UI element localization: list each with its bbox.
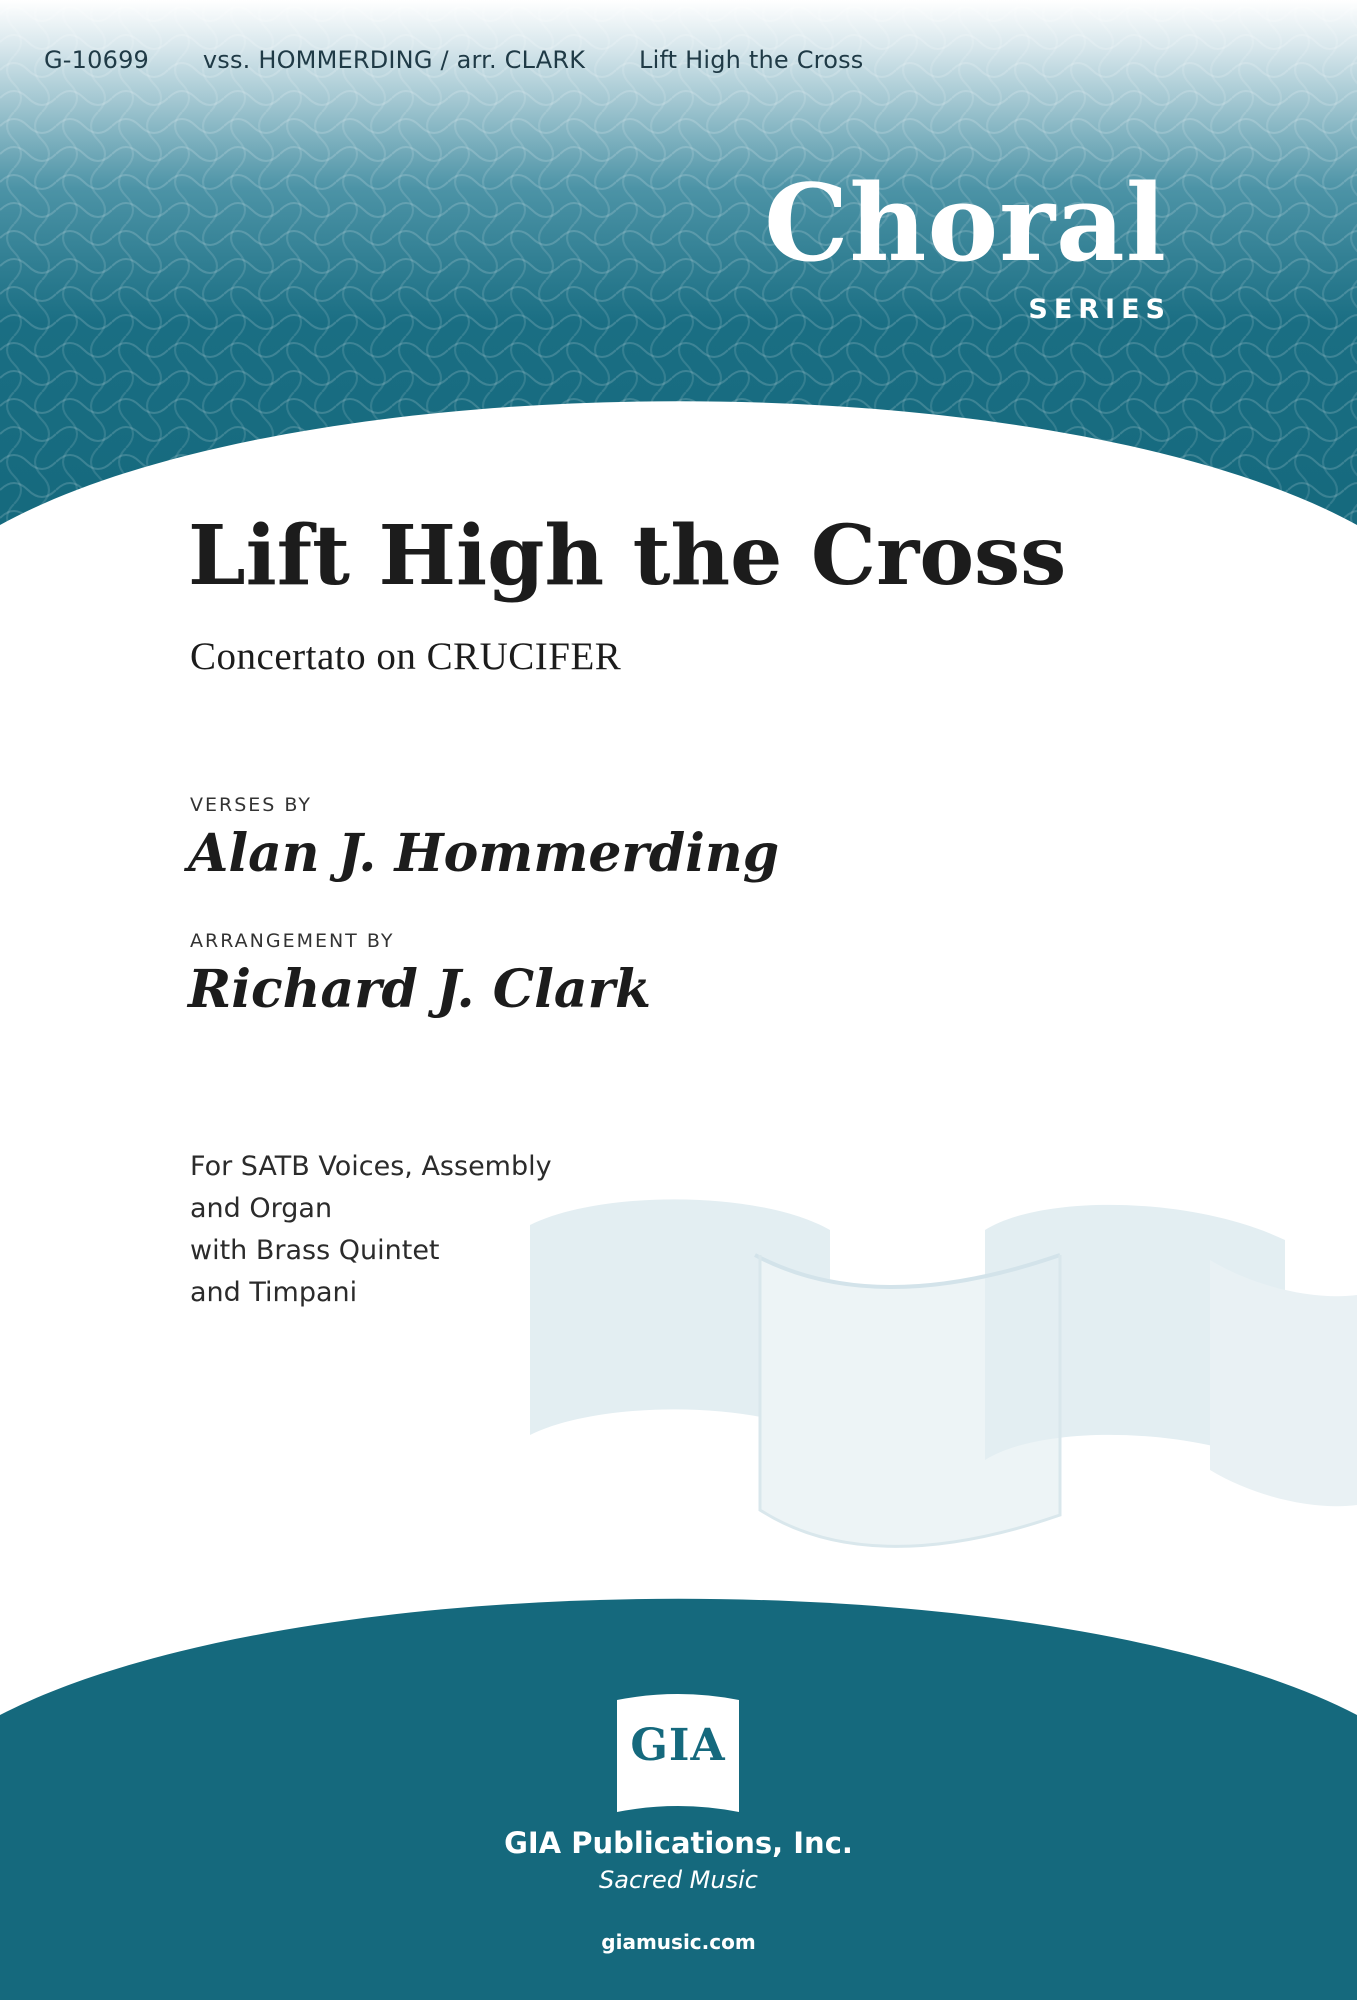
header-bar (44, 46, 910, 74)
series-label: SERIES (1028, 294, 1171, 325)
scoring-line: and Organ (190, 1193, 333, 1224)
arranger: Richard J. Clark (188, 959, 652, 1020)
catalog-number: G-10699 (44, 46, 150, 74)
publisher-name: GIA Publications, Inc. (504, 1826, 853, 1860)
series-name: Choral (764, 160, 1167, 285)
gia-logo-text: GIA (630, 1720, 726, 1771)
scoring-line: For SATB Voices, Assembly (190, 1151, 552, 1182)
work-subtitle: Concertato on CRUCIFER (190, 635, 622, 678)
scoring-block (190, 1146, 552, 1314)
work-title: Lift High the Cross (188, 508, 1067, 604)
publisher-website[interactable]: giamusic.com (601, 1930, 756, 1954)
publisher-tagline: Sacred Music (599, 1866, 758, 1894)
verses-author: Alan J. Hommerding (188, 823, 780, 884)
header-title: Lift High the Cross (639, 46, 864, 74)
scoring-line: with Brass Quintet (190, 1235, 440, 1266)
verses-label: VERSES BY (190, 794, 312, 816)
scoring-line: and Timpani (190, 1277, 358, 1308)
credits-line: vss. HOMMERDING / arr. CLARK (202, 46, 586, 74)
arrangement-label: ARRANGEMENT BY (190, 930, 395, 952)
ribbon-graphic (530, 1199, 1357, 1546)
